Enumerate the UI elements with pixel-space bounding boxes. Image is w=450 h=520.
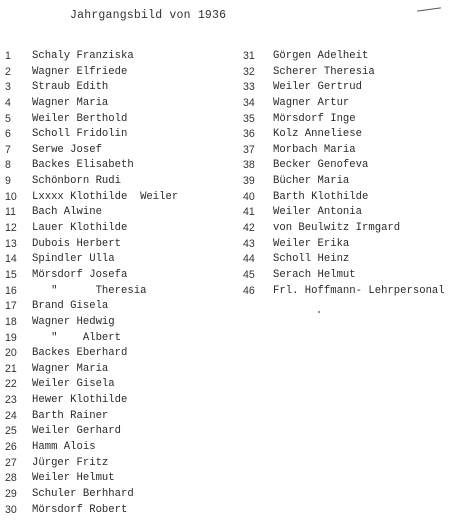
entry-number: 7 (5, 143, 11, 156)
entry-name: Wagner Artur (273, 96, 350, 109)
entry-number: 25 (5, 425, 17, 438)
entry-number: 32 (243, 65, 255, 78)
entry-number: 10 (5, 190, 17, 203)
entry-name: Straub Edith (32, 81, 109, 94)
entry-name: Barth Klothilde (273, 190, 369, 203)
entry-number: 36 (243, 128, 255, 141)
entry-name: Weiler Gertrud (273, 81, 363, 94)
entry-name: Mörsdorf Josefa (32, 268, 128, 281)
entry-number: 23 (5, 394, 17, 407)
entry-number: 4 (5, 96, 11, 109)
entry-number: 17 (5, 300, 17, 313)
entry-number: 26 (5, 441, 17, 454)
entry-name: Morbach Maria (273, 143, 356, 156)
entry-name: Weiler Erika (273, 237, 350, 250)
entry-name: Bücher Maria (273, 175, 350, 188)
entry-name: Wagner Elfriede (32, 65, 128, 78)
entry-number: 42 (243, 222, 255, 235)
entry-number: 41 (243, 206, 255, 219)
entry-number: 6 (5, 128, 11, 141)
entry-number: 12 (5, 222, 17, 235)
ink-dot (318, 311, 320, 313)
entry-number: 34 (243, 96, 255, 109)
entry-name: Serach Helmut (273, 268, 356, 281)
entry-name: Backes Elisabeth (32, 159, 134, 172)
entry-name: Görgen Adelheit (273, 50, 369, 62)
entry-name: Spindler Ulla (32, 253, 115, 266)
entry-number: 9 (5, 175, 11, 188)
entry-name: Backes Eberhard (32, 347, 128, 360)
entry-number: 2 (5, 65, 11, 78)
entry-name: Frl. Hoffmann- Lehrpersonal (273, 284, 445, 297)
entry-number: 16 (5, 284, 17, 297)
entry-name: Dubois Herbert (32, 237, 122, 250)
entry-number: 1 (5, 50, 11, 62)
entry-name: Wagner Hedwig (32, 315, 115, 328)
entry-number: 24 (5, 409, 17, 422)
entry-name: Weiler Berthold (32, 112, 128, 125)
entry-number: 20 (5, 347, 17, 360)
entry-name: Bach Alwine (32, 206, 102, 219)
entry-number: 43 (243, 237, 255, 250)
entry-number: 5 (5, 112, 11, 125)
entry-number: 15 (5, 268, 17, 281)
entry-number: 13 (5, 237, 17, 250)
entry-number: 45 (243, 268, 255, 281)
entry-number: 44 (243, 253, 255, 266)
entry-name: Barth Rainer (32, 409, 109, 422)
entry-name: Scholl Fridolin (32, 128, 128, 141)
entry-name: von Beulwitz Irmgard (273, 222, 401, 235)
entry-name: Jürger Fritz (32, 456, 109, 469)
entry-name: Schuler Berhhard (32, 487, 134, 500)
entry-number: 11 (5, 206, 16, 219)
entry-name: Hewer Klothilde (32, 394, 128, 407)
entry-number: 33 (243, 81, 255, 94)
entry-number: 27 (5, 456, 17, 469)
entry-number: 38 (243, 159, 255, 172)
pen-stroke (417, 7, 441, 11)
entry-number: 19 (5, 331, 17, 344)
entry-name: Wagner Maria (32, 362, 109, 375)
entry-name: Schönborn Rudi (32, 175, 122, 188)
entry-name: Becker Genofeva (273, 159, 369, 172)
page-title: Jahrgangsbild von 1936 (70, 9, 227, 22)
entry-number: 8 (5, 159, 11, 172)
entry-name: Hamm Alois (32, 441, 96, 454)
entry-name: " Theresia (32, 284, 147, 297)
entry-name: Weiler Antonia (273, 206, 363, 219)
entry-number: 14 (5, 253, 17, 266)
entry-name: Lxxxx Klothilde Weiler (32, 190, 179, 203)
entry-number: 3 (5, 81, 11, 94)
entry-name: Weiler Helmut (32, 472, 115, 485)
entry-number: 40 (243, 190, 255, 203)
entry-number: 46 (243, 284, 255, 297)
entry-number: 29 (5, 487, 17, 500)
entry-number: 31 (243, 50, 255, 62)
entry-name: Weiler Gerhard (32, 425, 122, 438)
entry-number: 21 (5, 362, 17, 375)
entry-name: Weiler Gisela (32, 378, 115, 391)
entry-name: Scholl Heinz (273, 253, 350, 266)
entry-number: 18 (5, 315, 17, 328)
entry-number: 37 (243, 143, 255, 156)
entry-name: Mörsdorf Robert (32, 503, 128, 516)
entry-name: Lauer Klothilde (32, 222, 128, 235)
entry-name: Schaly Franziska (32, 50, 134, 62)
entry-name: Wagner Maria (32, 96, 109, 109)
entry-name: Mörsdorf Inge (273, 112, 356, 125)
entry-number: 35 (243, 112, 255, 125)
entry-number: 30 (5, 503, 17, 516)
entry-name: Kolz Anneliese (273, 128, 363, 141)
entry-name: Brand Gisela (32, 300, 109, 313)
entry-name: Serwe Josef (32, 143, 102, 156)
entry-name: " Albert (32, 331, 122, 344)
entry-number: 39 (243, 175, 255, 188)
entry-number: 28 (5, 472, 17, 485)
entry-number: 22 (5, 378, 17, 391)
entry-name: Scherer Theresia (273, 65, 375, 78)
